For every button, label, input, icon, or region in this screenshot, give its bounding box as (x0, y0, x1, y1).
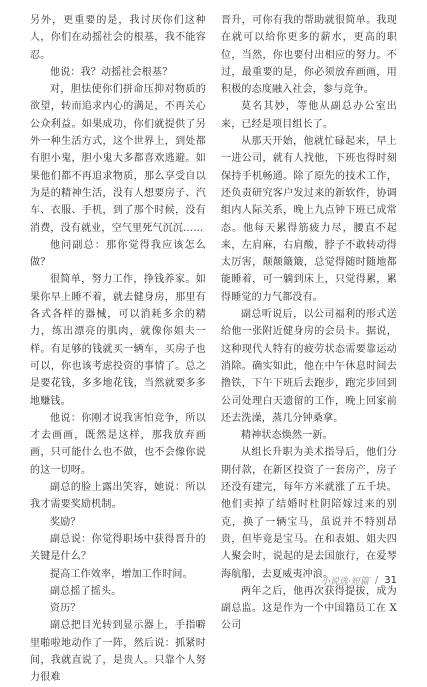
paragraph: 他说：你刚才说我害怕竞争，所以才去画画，既然是这样，那我放弃画画，只可能什么也不做，也不会像你说的这一切呀。 (30, 412, 206, 476)
paragraph: 副总说：你觉得职场中获得晋升的关键是什么？ (30, 533, 206, 563)
paragraph: 从那天开始，他就忙碌起来，早上一进公司，就有人找他，下班也得时刻保持手机畅通。除了原先的技术工作，还负责研究客户发过来的新软件，协调组内人际关系，晚上九点钟下班已成常态。他每天累得筋疲力尽，腰直不起来，左肩麻，右肩酸，脖子不敢转动得太厉害，颠颠簸簸，总觉得随时随地都能睡着，可一躺到床上，只觉得累，累得睡觉的力气都没有。 (221, 136, 397, 303)
page-footer (321, 574, 397, 587)
paragraph: 另外，更重要的是，我讨厌你们这种人，你们在动摇社会的根基，我不能容忍。 (30, 15, 206, 61)
magazine-name: 小说选·短篇 (321, 577, 369, 587)
footer-separator: / (374, 575, 379, 586)
left-column (30, 12, 206, 687)
paragraph: 对，胆怯使你们拼命压抑对物质的欲望，转而追求内心的满足，不再关心公众利益。如果成功，你们就提供了另外一种生活方式，这个世界上，到处都有胆小鬼，胆小鬼大多都喜欢逃避。如果他们都不再追求物质，那么享受自以为是的精神生活，没有人想要房子、汽车、衣服、手机，到了那个时候，没有消费，没有就业，空气里死气沉沉…… (30, 84, 206, 234)
paragraph: 精神状态焕然一新。 (241, 430, 333, 442)
paragraph: 他问副总：那你觉得我应该怎么做？ (30, 239, 206, 269)
paragraph: 副总听说后，以公司福利的形式送给他一张附近健身房的会员卡。据说，这种现代人特有的疲劳状态需要靠运动消除。确实如此，他在中午休息时间去撸铁，下午下班后去跑步，跑完步回到公司处理白天遗留的工作，晚上回家前还去洗澡，蒸几分钟桑拿。 (221, 309, 397, 424)
paragraph: 副总把目光转到显示器上，手指噼里啪啦地动作了一阵，然后说：抓紧时间，我就直说了，是贵人。只靠个人努力很难 (30, 620, 206, 684)
paragraph: 从组长升职为美术指导后，他们分期付款，在新区投资了一套房产，房子还没有建完，每年方米就涨了五千块。他们卖掉了结婚时杜阴陪嫁过来的别克，换了一辆宝马，虽说并不特别昂贵，但毕竟是宝马。在和表姐、姐夫四人聚会时，说起的是去国旅行，在爱琴海航船，去夏威夷冲浪。 (221, 447, 397, 580)
paragraph: 副总摇了摇头。 (50, 585, 122, 597)
paragraph: 他说：我？动摇社会根基？ (50, 66, 173, 78)
paragraph: 很简单，努力工作，挣钱养家。如果你早上睡不着，就去健身房，那里有各式各样的器械，可以消耗多余的精力，练出漂亮的肌肉，就像你姐夫一样。有足够的钱就买一辆车，买房子也可以，你也该考虑投资的事情了。总之是要花钱，多多地花钱，当然就要多多地赚钱。 (30, 274, 206, 407)
page-number: 31 (384, 575, 397, 586)
paragraph: 奖励？ (50, 516, 81, 528)
paragraph: 副总的脸上露出笑容，她说：所以我才需要奖励机制。 (30, 482, 206, 511)
paragraph: 两年之后，他再次获得提拔，成为副总监。这是作为一个中国籍员工在 X 公司 (221, 585, 397, 632)
paragraph: 资历？ (50, 603, 81, 615)
paragraph: 莫名其妙，等他从副总办公室出来，已经是项目组长了。 (221, 101, 397, 130)
paragraph: 晋升，可你有我的帮助就很简单。我现在就可以给你更多的薪水，更高的职位，当然，你也要付出相应的努力。不过，最重要的是，你必须放弃画画，用积极的态度融入社会，参与竞争。 (221, 15, 397, 96)
right-column (221, 12, 397, 635)
paragraph: 提高工作效率，增加工作时间。 (50, 568, 193, 580)
